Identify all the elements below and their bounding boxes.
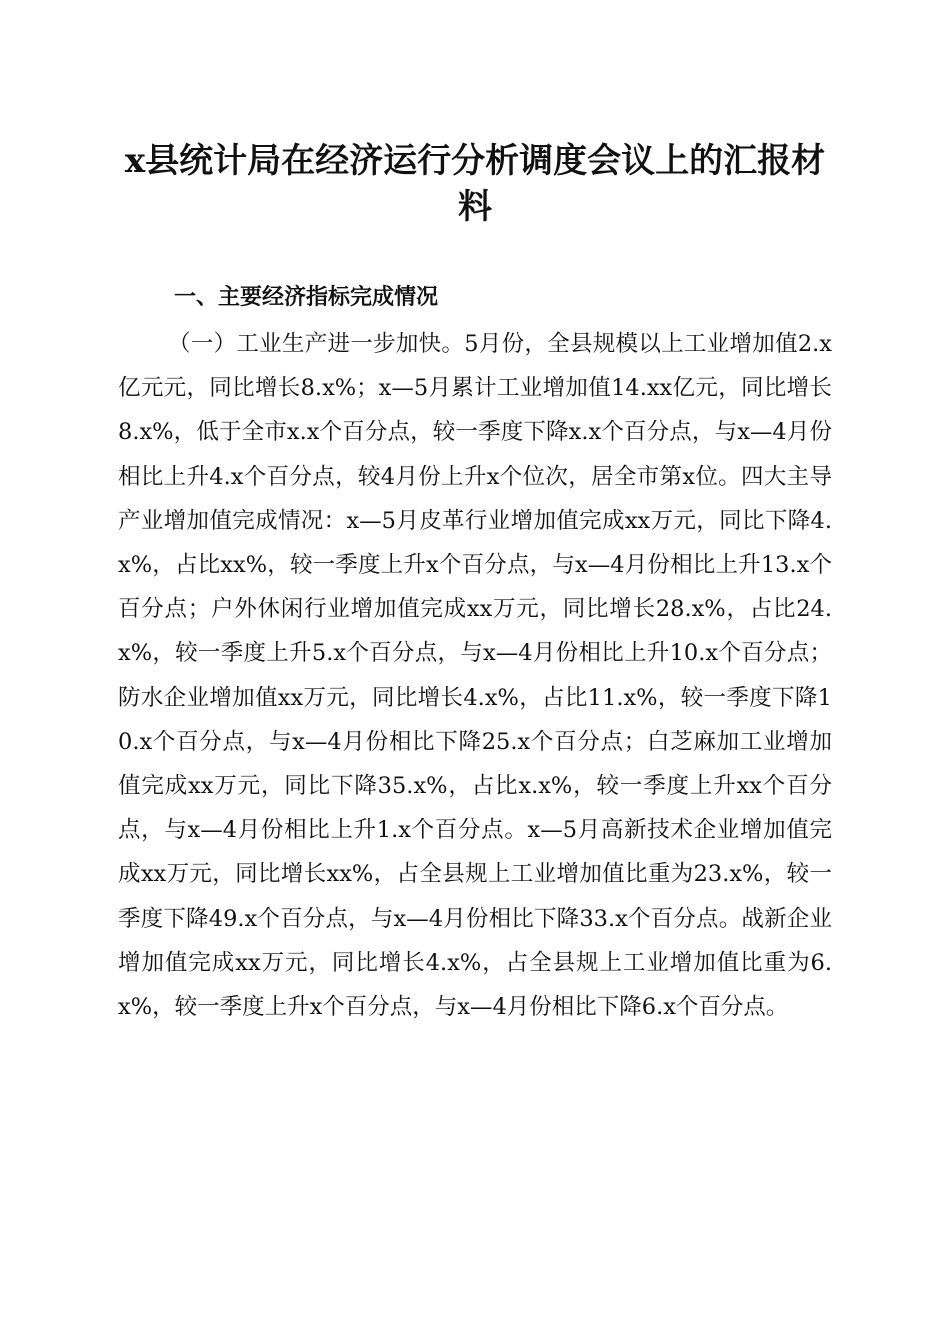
document-title: x县统计局在经济运行分析调度会议上的汇报材料: [124, 141, 826, 227]
body-paragraph: （一）工业生产进一步加快。5月份，全县规模以上工业增加值2.x亿元元，同比增长8.x%；x—5月累计工业增加值14.xx亿元，同比增长8.x%，低于全市x.x个百分点，较一季度下降x.x个百分点，与x—4月份相比上升4.x个百分点，较4月份上升x个位次，居全市第x位。四大主导产业增加值完成情况：x—5月皮革行业增加值完成xx万元，同比下降4.x%，占比xx%，较一季度上升x个百分点，与x—4月份相比上升13.x个百分点；户外休闲行业增加值完成xx万元，同比增长28.x%，占比24.x%，较一季度上升5.x个百分点，与x—4月份相比上升10.x个百分点；防水企业增加值xx万元，同比增长4.x%，占比11.x%，较一季度下降10.x个百分点，与x—4月份相比下降25.x个百分点；白芝麻加工业增加值完成xx万元，同比下降35.x%，占比x.x%，较一季度上升xx个百分点，与x—4月份相比上升1.x个百分点。x—5月高新技术企业增加值完成xx万元，同比增长xx%，占全县规上工业增加值比重为23.x%，较一季度下降49.x个百分点，与x—4月份相比下降33.x个百分点。战新企业增加值完成xx万元，同比增长4.x%，占全县规上工业增加值比重为6.x%，较一季度上升x个百分点，与x—4月份相比下降6.x个百分点。: [118, 331, 832, 1021]
section-heading: 一、主要经济指标完成情况: [174, 285, 439, 310]
